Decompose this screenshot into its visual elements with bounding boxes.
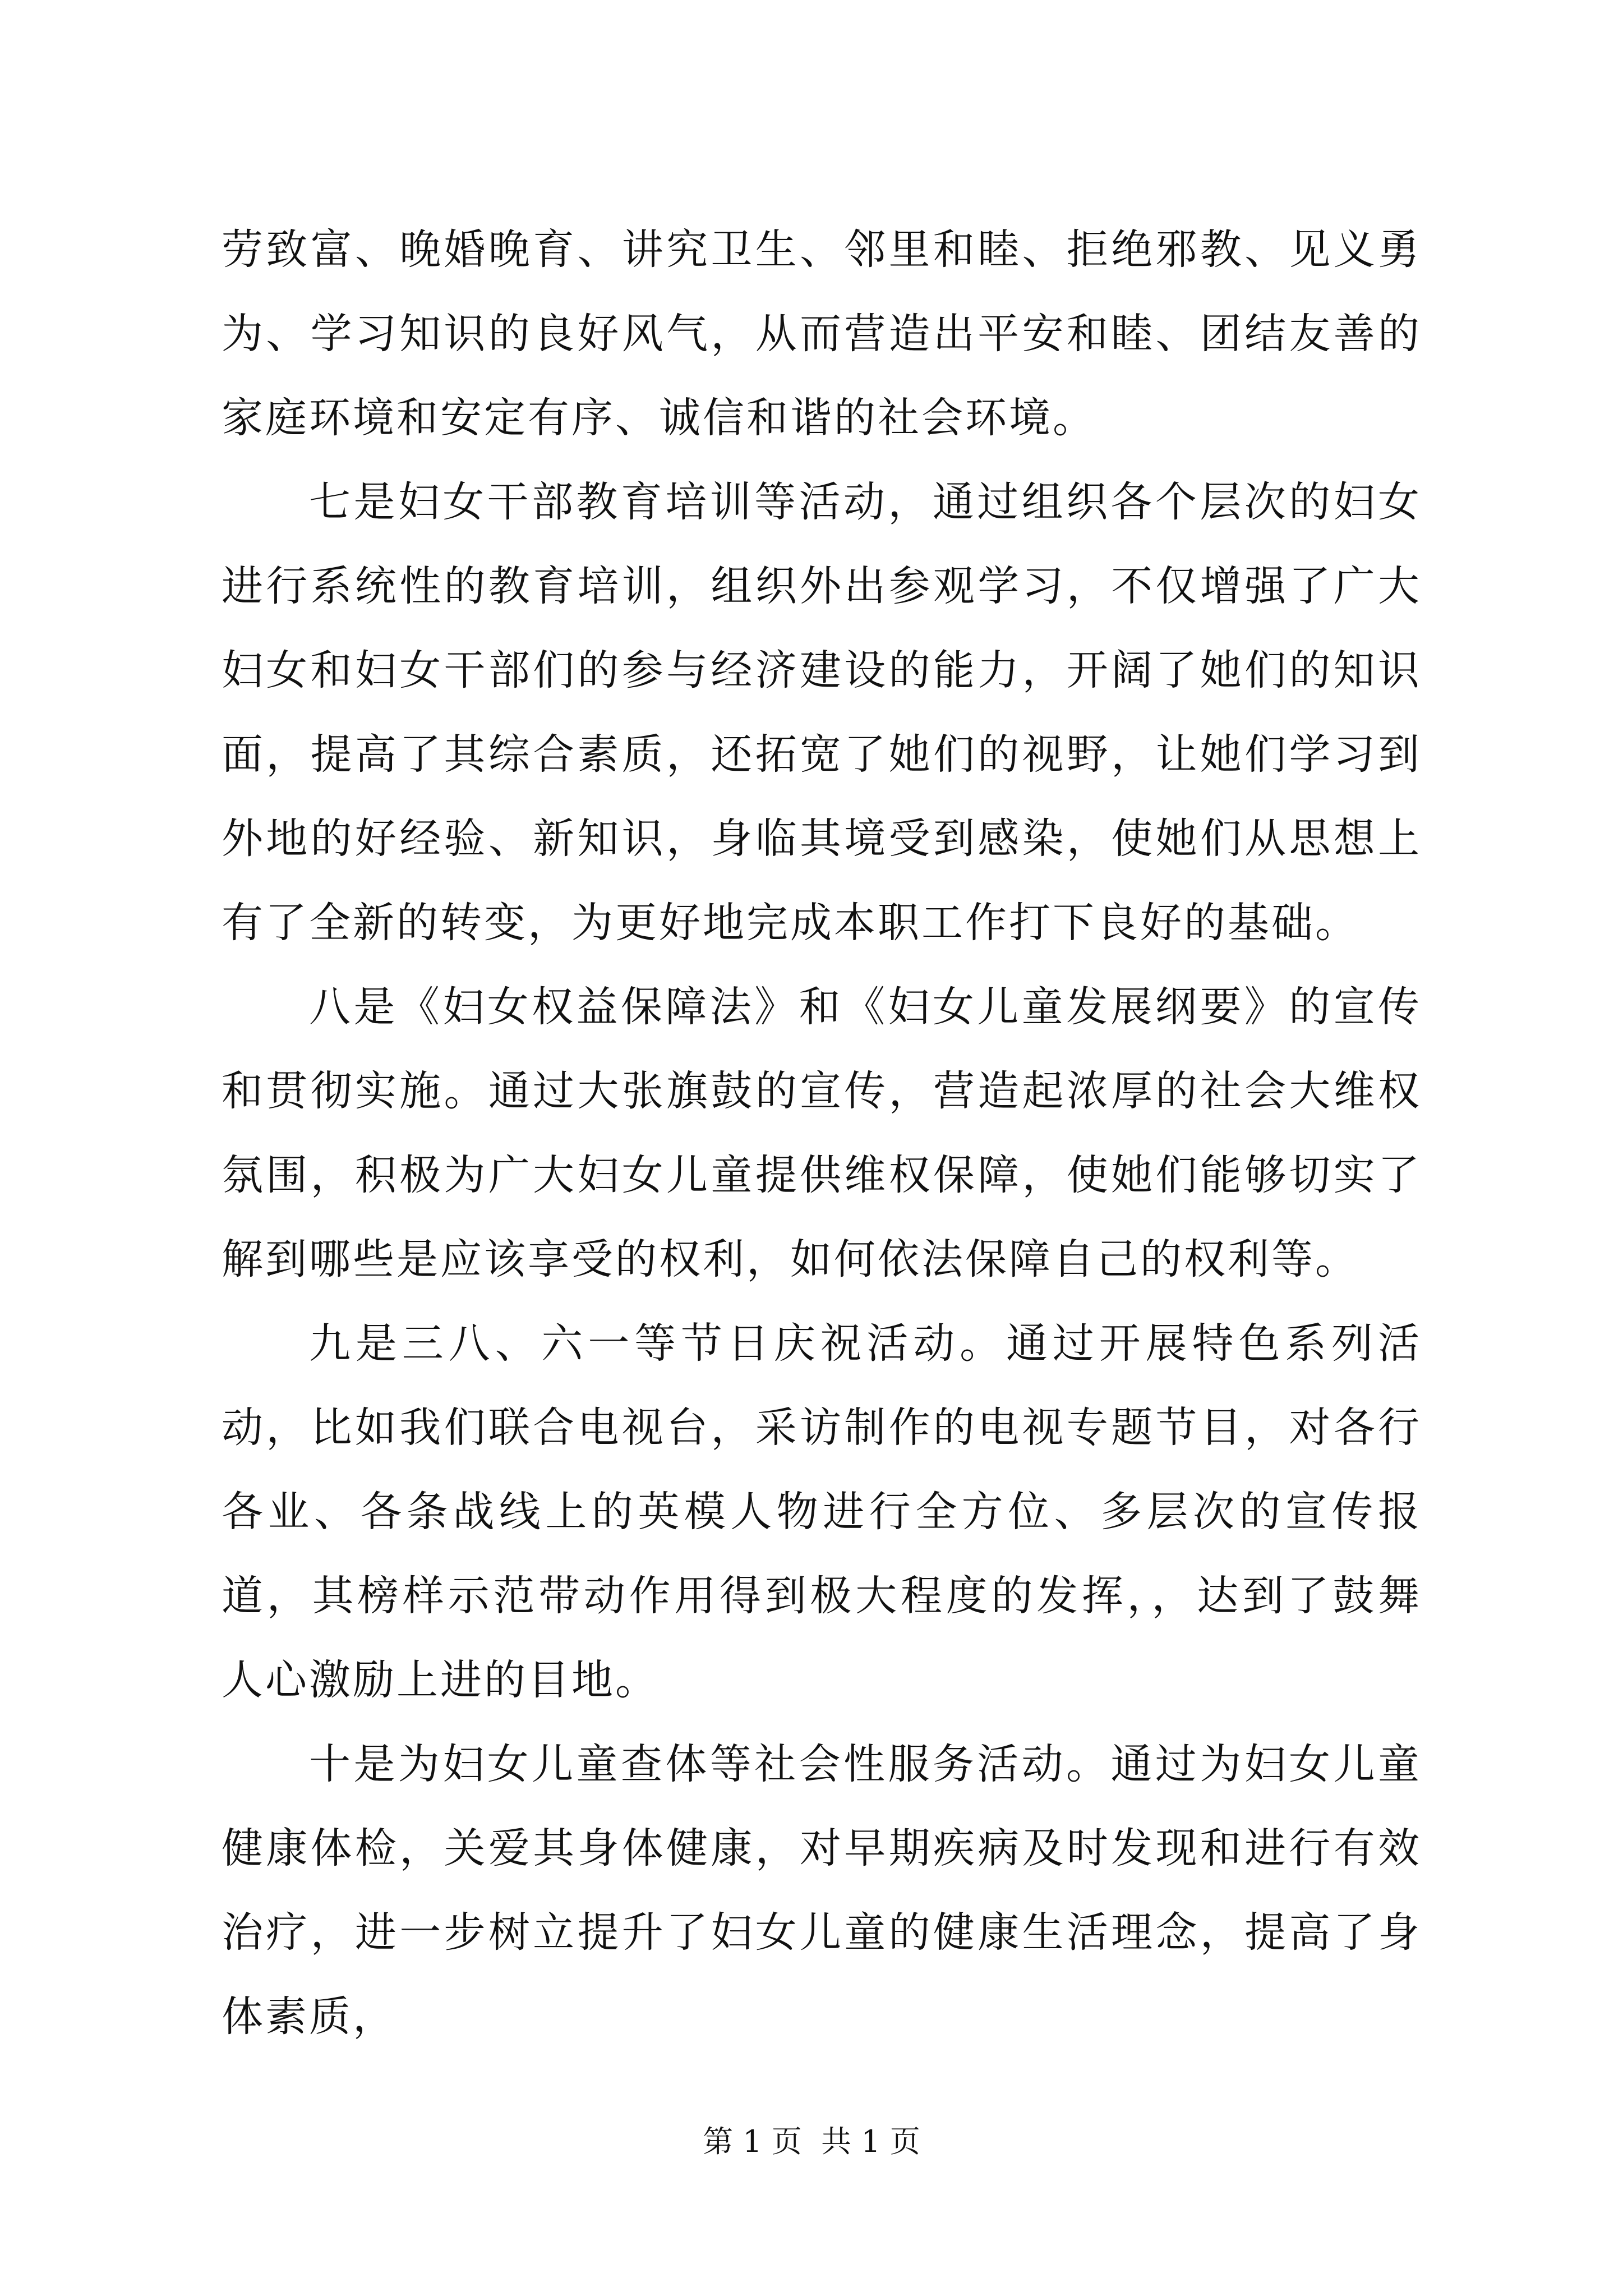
page-footer: 第 1 页 共 1 页 — [703, 2124, 920, 2159]
document-body — [222, 208, 1422, 2059]
paragraph-8: 八是《妇女权益保障法》和《妇女儿童发展纲要》的宣传和贯彻实施。通过大张旗鼓的宣传，营造起浓厚的社会大维权氛围，积极为广大妇女儿童提供维权保障，使她们能够切实了解到哪些是应该享受的权利，如何依法保障自己的权利等。 — [222, 983, 1422, 1283]
paragraph-10: 十是为妇女儿童查体等社会性服务活动。通过为妇女儿童健康体检，关爱其身体健康，对早期疾病及时发现和进行有效治疗，进一步树立提升了妇女儿童的健康生活理念，提高了身体素质， — [222, 1740, 1422, 2041]
paragraph-9: 九是三八、六一等节日庆祝活动。通过开展特色系列活动，比如我们联合电视台，采访制作的电视专题节目，对各行各业、各条战线上的英模人物进行全方位、多层次的宣传报道，其榜样示范带动作用得到极大程度的发挥，，达到了鼓舞人心激励上进的目地。 — [222, 1319, 1422, 1704]
paragraph-7: 七是妇女干部教育培训等活动，通过组织各个层次的妇女进行系统性的教育培训，组织外出参观学习，不仅增强了广大妇女和妇女干部们的参与经济建设的能力，开阔了她们的知识面，提高了其综合素质，还拓宽了她们的视野，让她们学习到外地的好经验、新知识，身临其境受到感染，使她们从思想上有了全新的转变，为更好地完成本职工作打下良好的基础。 — [222, 478, 1422, 947]
paragraph-continuation: 劳致富、晚婚晚育、讲究卫生、邻里和睦、拒绝邪教、见义勇为、学习知识的良好风气，从而营造出平安和睦、团结友善的家庭环境和安定有序、诚信和谐的社会环境。 — [222, 226, 1422, 442]
